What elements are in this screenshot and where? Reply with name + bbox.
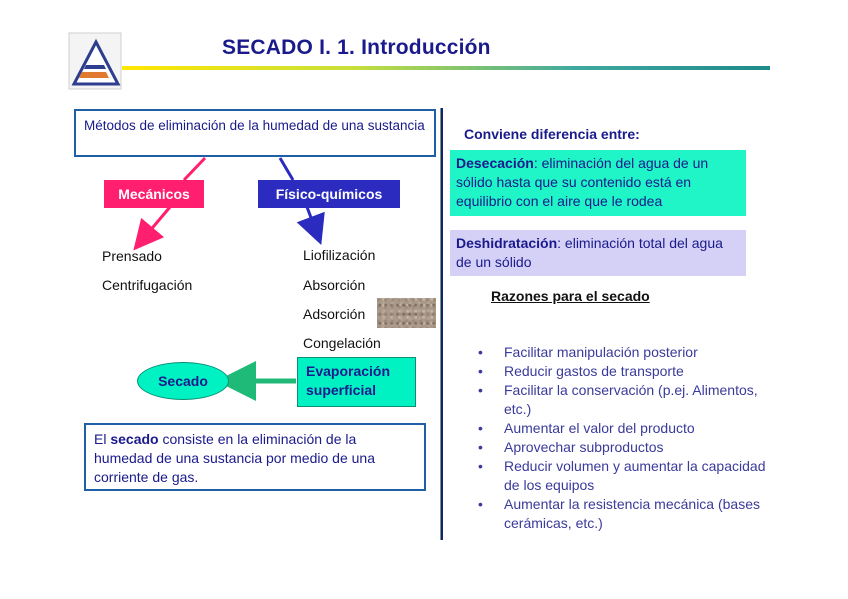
reason-item: • Aumentar el valor del producto <box>466 419 766 438</box>
physchem-item: Liofilización <box>303 247 376 263</box>
secado-node <box>137 362 229 400</box>
adsorbent-image <box>377 298 436 328</box>
evaporation-line1: Evaporación <box>306 363 391 379</box>
reasons-list-wrap <box>466 343 766 533</box>
column-divider <box>440 108 443 540</box>
reason-item: • Reducir gastos de transporte <box>466 362 766 381</box>
physchem-item: Absorción <box>303 277 366 293</box>
definition-before: El <box>94 431 111 447</box>
evaporation-box <box>297 357 416 407</box>
reason-item: • Facilitar la conservación (p.ej. Alimentos, etc.) <box>466 381 766 419</box>
reason-item: • Aumentar la resistencia mecánica (bases cerámicas, etc.) <box>466 495 766 533</box>
reason-item: • Facilitar manipulación posterior <box>466 343 766 362</box>
reasons-list <box>466 343 766 533</box>
secado-label: Secado <box>158 373 208 389</box>
mechanical-label: Mecánicos <box>118 186 190 202</box>
arrow-to-mechanical-bottom <box>143 207 170 239</box>
arrow-to-physchem-top <box>280 158 293 180</box>
physchem-item: Congelación <box>303 335 381 351</box>
mechanical-tag <box>104 180 204 208</box>
desecacion-box <box>450 150 746 216</box>
physchem-tag <box>258 180 400 208</box>
methods-box <box>74 109 436 157</box>
definition-bold: secado <box>110 431 159 447</box>
reasons-heading: Razones para el secado <box>491 288 650 304</box>
physchem-label: Físico-químicos <box>275 186 383 202</box>
physchem-item: Adsorción <box>303 306 366 322</box>
deshidratacion-term: Deshidratación <box>456 235 558 251</box>
desecacion-term: Desecación <box>456 155 534 171</box>
mechanical-item: Centrifugación <box>102 277 193 293</box>
mechanical-item: Prensado <box>102 248 162 264</box>
reason-item: • Reducir volumen y aumentar la capacidad de los equipos <box>466 457 766 495</box>
arrow-to-physchem-bottom <box>307 207 316 231</box>
evaporation-line2: superficial <box>306 382 377 398</box>
right-heading: Conviene diferencia entre: <box>464 126 640 142</box>
definition-after: consiste en la eliminación de la humedad de una sustancia por medio de una corriente de gas. <box>94 431 375 485</box>
definition-box <box>84 423 426 491</box>
desecacion-text: : eliminación del agua de un sólido hasta que su contenido está en equilibrio con el aire que le rodea <box>456 155 709 209</box>
arrow-to-mechanical-top <box>184 158 205 180</box>
deshidratacion-box <box>450 230 746 276</box>
deshidratacion-text: : eliminación total del agua de un sólido <box>456 235 723 270</box>
reason-item: • Aprovechar subproductos <box>466 438 766 457</box>
methods-text: Métodos de eliminación de la humedad de una sustancia <box>84 118 425 133</box>
page-title: SECADO I. 1. Introducción <box>222 36 491 59</box>
